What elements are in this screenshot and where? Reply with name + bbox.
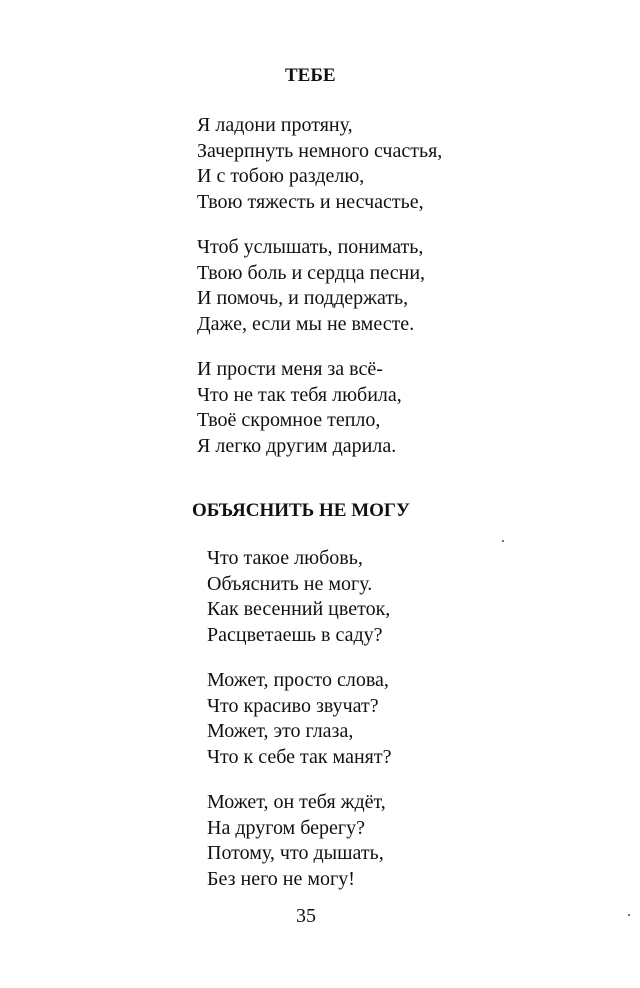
poem-stanza xyxy=(207,790,386,892)
poem-line: Что такое любовь, xyxy=(207,547,363,569)
poem-line: Чтоб услышать, понимать, xyxy=(197,236,424,258)
poem-stanza xyxy=(197,235,425,337)
poem-line: Твою боль и сердца песни, xyxy=(197,261,426,284)
poem-line: Как весенний цветок, xyxy=(207,598,391,620)
poem-line: Без него не могу! xyxy=(207,867,355,890)
poem-line: Что к себе так манят? xyxy=(207,745,392,768)
poem-line: На другом берегу? xyxy=(207,816,365,839)
page-number: 35 xyxy=(296,905,316,927)
poem-stanza xyxy=(197,113,442,215)
scan-speck xyxy=(628,914,630,916)
poem-stanza xyxy=(207,668,391,770)
poem-line: Расцветаешь в саду? xyxy=(207,623,383,646)
poem-line: Даже, если мы не вместе. xyxy=(197,312,415,335)
poem-line: И с тобою разделю, xyxy=(197,165,365,187)
poem-line: Может, просто слова, xyxy=(207,669,389,691)
poem-line: Твоё скромное тепло, xyxy=(197,409,381,431)
poem-line: Может, это глаза, xyxy=(207,720,354,742)
poem-line: Зачерпнуть немного счастья, xyxy=(197,139,443,162)
poem-line: Может, он тебя ждёт, xyxy=(207,791,386,813)
poem-line: И помочь, и поддержать, xyxy=(197,287,409,309)
poem-stanza xyxy=(197,357,402,459)
poem-line: Твою тяжесть и несчастье, xyxy=(197,190,424,213)
poem-line: Что не так тебя любила, xyxy=(197,383,402,406)
poem-line: Потому, что дышать, xyxy=(207,842,384,864)
poem-line: Я легко другим дарила. xyxy=(197,434,397,457)
poem-line: Что красиво звучат? xyxy=(207,694,379,717)
poem-line: И прости меня за всё- xyxy=(197,358,383,380)
poem-line: Объяснить не могу. xyxy=(207,572,373,595)
poem-title: ОБЪЯСНИТЬ НЕ МОГУ xyxy=(192,500,410,521)
poem-stanza xyxy=(207,546,390,648)
poem-line: Я ладони протяну, xyxy=(197,114,353,136)
poem-title: ТЕБЕ xyxy=(285,65,336,86)
scan-speck xyxy=(502,540,504,542)
